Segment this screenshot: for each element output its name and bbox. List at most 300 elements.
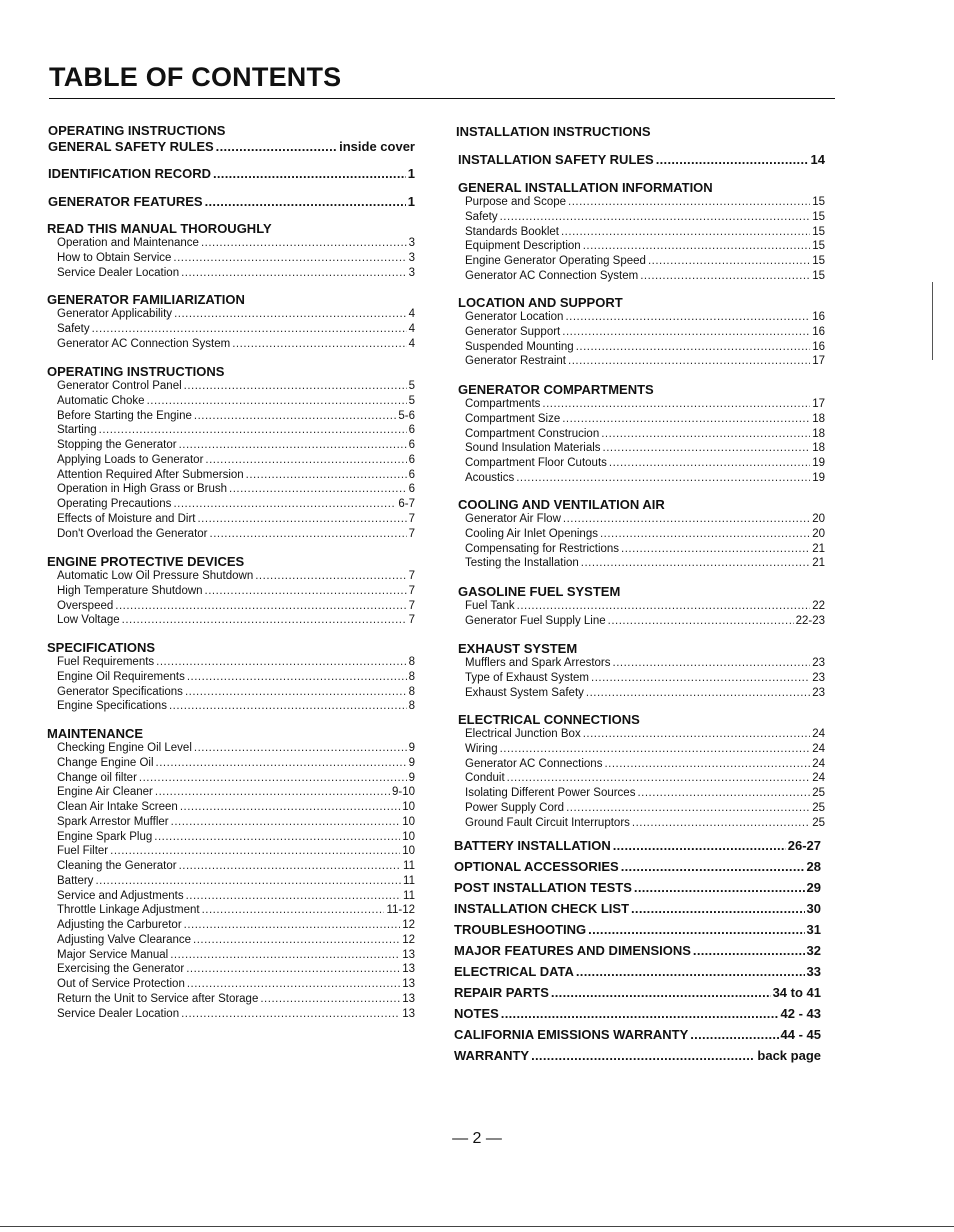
toc-entry[interactable] [45, 266, 415, 281]
toc-entry[interactable] [45, 1007, 415, 1022]
toc-entry-label: Spark Arrestor Muffler [57, 815, 169, 828]
toc-entry-label: Stopping the Generator [57, 439, 177, 451]
section-heading: MAINTENANCE [47, 726, 144, 741]
toc-entry[interactable] [453, 354, 825, 369]
toc-entry-page: 11 [403, 889, 415, 902]
toc-entry-battery-installation[interactable] [454, 838, 821, 853]
toc-entry[interactable] [45, 251, 415, 266]
dot-leader [194, 741, 407, 756]
section-entries [45, 236, 415, 280]
toc-entry-label: Generator AC Connections [465, 757, 603, 770]
toc-entry[interactable] [453, 195, 825, 210]
section-entries [453, 310, 825, 369]
toc-entry-page: 6 [408, 439, 415, 451]
toc-entry-page: 42 - 43 [780, 1006, 821, 1021]
toc-entry-label: Automatic Choke [57, 394, 145, 407]
dot-leader [562, 325, 810, 340]
toc-entry-page: 4 [408, 322, 415, 335]
toc-entry[interactable] [453, 471, 825, 486]
toc-entry-page: 29 [806, 880, 821, 895]
dot-leader [500, 742, 811, 757]
toc-entry[interactable] [453, 686, 825, 701]
section-entries [453, 195, 825, 284]
toc-entry-label: POST INSTALLATION TESTS [454, 880, 632, 895]
dot-leader [156, 756, 407, 771]
dot-leader [500, 210, 811, 225]
toc-entry[interactable] [45, 741, 415, 756]
toc-entry[interactable] [453, 742, 825, 757]
toc-entry-page: 15 [812, 225, 825, 238]
toc-entry-page: 17 [812, 355, 825, 368]
toc-entry[interactable] [453, 310, 825, 325]
toc-section-maintenance [45, 726, 415, 1021]
toc-entry[interactable] [45, 962, 415, 977]
dot-leader [115, 599, 406, 614]
toc-entry[interactable] [45, 785, 415, 800]
toc-entry[interactable] [453, 210, 825, 225]
toc-entry-page: 13 [402, 992, 415, 1005]
dot-leader [517, 599, 811, 614]
toc-entry[interactable] [453, 441, 825, 456]
dot-leader [656, 152, 809, 167]
toc-entry[interactable] [45, 512, 415, 527]
toc-entry-label: IDENTIFICATION RECORD [48, 166, 211, 181]
toc-entry[interactable] [453, 397, 825, 412]
toc-entry-page: 25 [812, 816, 825, 829]
toc-entry-label: Fuel Requirements [57, 656, 155, 668]
dot-leader [187, 977, 400, 992]
toc-entry-page: 8 [408, 670, 415, 683]
section-heading: OPERATING INSTRUCTIONS [47, 364, 225, 379]
dot-leader [186, 889, 401, 904]
toc-entry[interactable] [45, 655, 415, 670]
toc-entry-label: Generator Applicability [57, 308, 173, 320]
toc-entry-page: 7 [408, 614, 415, 627]
toc-entry-label: Engine Air Cleaner [57, 786, 153, 799]
toc-entry[interactable] [453, 527, 825, 542]
toc-entry[interactable] [45, 699, 415, 714]
dot-leader [501, 1006, 779, 1021]
dot-leader [179, 859, 401, 874]
toc-entry-page: 21 [812, 542, 825, 555]
toc-entry-label: INSTALLATION SAFETY RULES [458, 152, 654, 167]
section-entries [45, 569, 415, 628]
toc-entry[interactable] [453, 801, 825, 816]
toc-entry[interactable] [45, 527, 415, 542]
toc-entry-page: 15 [812, 269, 825, 282]
toc-entry-label: NOTES [454, 1006, 499, 1021]
dot-leader [531, 1048, 755, 1063]
toc-entry-label: Exhaust System Safety [465, 686, 584, 699]
dot-leader [586, 686, 810, 701]
toc-entry[interactable] [453, 727, 825, 742]
toc-entry-page: 15 [812, 240, 825, 253]
toc-entry-page: 6 [408, 468, 415, 481]
toc-entry[interactable] [45, 307, 415, 322]
toc-section-generator-compartments [453, 382, 825, 486]
toc-entry-page: 10 [402, 815, 415, 828]
dot-leader [565, 310, 810, 325]
title-rule [49, 98, 835, 99]
dot-leader [640, 269, 810, 284]
dot-leader [187, 670, 407, 685]
dot-leader [648, 254, 810, 269]
toc-entry-label: Engine Oil Requirements [57, 670, 185, 683]
toc-entry-label: Electrical Junction Box [465, 728, 581, 740]
toc-entry-label: Purpose and Scope [465, 196, 567, 208]
toc-entry[interactable] [453, 771, 825, 786]
toc-entry[interactable] [45, 394, 415, 409]
toc-entry[interactable] [45, 830, 415, 845]
dot-leader [608, 614, 794, 629]
dot-leader [246, 468, 407, 483]
section-entries [453, 599, 825, 629]
dot-leader [568, 195, 810, 210]
toc-entry-page: 4 [408, 337, 415, 350]
toc-entry-page: 20 [812, 527, 825, 540]
toc-entry-repair-parts[interactable] [454, 985, 821, 1000]
toc-section-location-and-support [453, 295, 825, 369]
toc-entry-page: 3 [408, 237, 415, 249]
dot-leader [197, 512, 406, 527]
toc-entry[interactable] [45, 236, 415, 251]
toc-entry[interactable] [45, 569, 415, 584]
dot-leader [583, 239, 811, 254]
dot-leader [604, 757, 810, 772]
dot-leader [603, 441, 811, 456]
toc-entry-electrical-data[interactable] [454, 964, 821, 979]
toc-entry-label: Automatic Low Oil Pressure Shutdown [57, 570, 254, 582]
toc-entry[interactable] [45, 815, 415, 830]
toc-entry-label: Cooling Air Inlet Openings [465, 527, 598, 540]
toc-entry-optional-accessories[interactable] [454, 859, 821, 874]
dot-leader [563, 512, 810, 527]
toc-entry-page: 3 [408, 266, 415, 279]
toc-entry[interactable] [45, 613, 415, 628]
toc-entry-troubleshooting[interactable] [454, 922, 821, 937]
toc-entry-page: 23 [812, 671, 825, 684]
toc-entry[interactable] [45, 453, 415, 468]
dot-leader [154, 830, 400, 845]
toc-entry[interactable] [453, 325, 825, 340]
dot-leader [171, 815, 401, 830]
toc-entry-label: Safety [57, 322, 90, 335]
toc-entry[interactable] [453, 816, 825, 831]
toc-entry-page: 9 [408, 771, 415, 784]
dot-leader [600, 527, 810, 542]
dot-leader [110, 844, 400, 859]
toc-entry[interactable] [45, 977, 415, 992]
toc-entry-label: Adjusting the Carburetor [57, 919, 182, 931]
toc-entry[interactable] [45, 468, 415, 483]
toc-entry[interactable] [453, 599, 825, 614]
toc-entry[interactable] [453, 512, 825, 527]
toc-entry-page: 15 [812, 210, 825, 223]
toc-entry-label: Suspended Mounting [465, 340, 574, 353]
dot-leader [92, 322, 407, 337]
toc-entry-page: 23 [812, 686, 825, 699]
toc-entry-label: Operation and Maintenance [57, 237, 199, 249]
toc-entry-label: Compartment Floor Cutouts [465, 457, 607, 469]
toc-entry[interactable] [453, 254, 825, 269]
section-heading: LOCATION AND SUPPORT [458, 295, 623, 310]
toc-entry-installation-safety[interactable] [458, 152, 825, 167]
toc-entry-page: 31 [806, 922, 821, 937]
toc-entry-label: Operation in High Grass or Brush [57, 483, 228, 496]
toc-entry-label: Exercising the Generator [57, 963, 185, 976]
toc-entry[interactable] [45, 584, 415, 599]
toc-entry-page: 34 to 41 [772, 985, 821, 1000]
toc-entry-page: 22 [812, 600, 825, 612]
toc-entry-label: BATTERY INSTALLATION [454, 838, 611, 853]
toc-entry-page: 13 [402, 1007, 415, 1020]
dot-leader [95, 874, 401, 889]
dot-leader [179, 438, 407, 453]
toc-entry-page: 8 [408, 700, 415, 713]
toc-entry-page: 7 [408, 527, 415, 540]
toc-entry-label: Generator Specifications [57, 685, 183, 698]
toc-entry-label: Overspeed [57, 599, 114, 612]
installation-instructions-header-block [453, 124, 825, 139]
toc-entry-label: Service Dealer Location [57, 1007, 180, 1020]
toc-section-electrical-connections [453, 712, 825, 830]
dot-leader [576, 964, 805, 979]
toc-entry[interactable] [45, 771, 415, 786]
toc-entry[interactable] [453, 656, 825, 671]
toc-section-gasoline-fuel-system [453, 584, 825, 629]
toc-entry-page: 22-23 [795, 614, 825, 627]
toc-entry-label: Generator Control Panel [57, 380, 182, 392]
toc-entry-page: 23 [812, 657, 825, 669]
dot-leader [591, 671, 810, 686]
toc-entry[interactable] [45, 992, 415, 1007]
dot-leader [169, 699, 407, 714]
toc-section-exhaust-system [453, 641, 825, 700]
toc-entry[interactable] [45, 423, 415, 438]
toc-entry[interactable] [45, 599, 415, 614]
toc-entry-label: Fuel Tank [465, 600, 515, 612]
dot-leader [205, 194, 406, 209]
toc-entry-label: High Temperature Shutdown [57, 584, 203, 597]
dot-leader [173, 497, 396, 512]
section-entries [453, 656, 825, 700]
toc-entry-page: 10 [402, 845, 415, 858]
toc-entry[interactable] [45, 337, 415, 352]
toc-entry-page: 9 [408, 756, 415, 769]
dot-leader [637, 786, 810, 801]
section-heading: SPECIFICATIONS [47, 640, 156, 655]
toc-entry-label: INSTALLATION CHECK LIST [454, 901, 630, 916]
dot-leader [173, 251, 406, 266]
toc-entry[interactable] [45, 497, 415, 512]
toc-entry-label: Compartments [465, 398, 541, 410]
toc-entry[interactable] [45, 670, 415, 685]
toc-entry[interactable] [45, 756, 415, 771]
toc-entry-page: 15 [812, 255, 825, 267]
toc-entry-label: Cleaning the Generator [57, 860, 177, 872]
toc-entry-page: 11 [403, 860, 415, 872]
toc-entry-label: Sound Insulation Materials [465, 442, 601, 455]
dot-leader [631, 901, 805, 916]
section-entries [453, 512, 825, 571]
toc-entry-label: Service Dealer Location [57, 266, 180, 279]
dot-leader [255, 569, 406, 584]
dot-leader [229, 482, 407, 497]
toc-entry-page: 44 - 45 [780, 1027, 821, 1042]
toc-entry-california-emissions-warranty[interactable] [454, 1027, 821, 1042]
toc-entry-generator-features[interactable] [48, 194, 415, 209]
section-entries [45, 379, 415, 541]
toc-entry-label: Generator Location [465, 311, 564, 323]
dot-leader [184, 379, 407, 394]
toc-entry-page: 20 [812, 513, 825, 525]
toc-section-operating-instructions [45, 364, 415, 541]
section-heading: ENGINE PROTECTIVE DEVICES [47, 554, 245, 569]
toc-entry-page: 8 [408, 656, 415, 668]
section-heading: GENERATOR COMPARTMENTS [458, 382, 654, 397]
dot-leader [156, 655, 406, 670]
toc-entry-label: Applying Loads to Generator [57, 453, 204, 466]
toc-entry-label: Testing the Installation [465, 557, 579, 570]
toc-entry-page: 9 [408, 742, 415, 754]
page-number: — 2 — [452, 1130, 502, 1147]
dot-leader [210, 527, 407, 542]
toc-section-cooling-and-ventilation-air [453, 497, 825, 571]
toc-entry[interactable] [453, 542, 825, 557]
toc-entry[interactable] [45, 800, 415, 815]
toc-entry-page: 21 [812, 557, 825, 570]
toc-entry[interactable] [453, 456, 825, 471]
operating-instructions-header: OPERATING INSTRUCTIONS [48, 123, 226, 138]
dot-leader [632, 816, 810, 831]
toc-entry-label: GENERATOR FEATURES [48, 194, 203, 209]
toc-entry[interactable] [45, 948, 415, 963]
toc-entry-page: 1 [407, 194, 415, 209]
toc-entry[interactable] [45, 322, 415, 337]
toc-entry[interactable] [453, 225, 825, 240]
toc-entry[interactable] [45, 409, 415, 424]
toc-entry[interactable] [45, 933, 415, 948]
toc-entry[interactable] [453, 556, 825, 571]
toc-entry-page: back page [757, 1048, 821, 1063]
dot-leader [568, 354, 810, 369]
toc-entry-label: Acoustics [465, 471, 515, 484]
toc-entry-label: Power Supply Cord [465, 801, 565, 814]
toc-entry-page: 6 [408, 453, 415, 466]
toc-entry-identification-record[interactable] [48, 166, 415, 181]
toc-entry-page: 3 [408, 251, 415, 264]
dot-leader [609, 456, 810, 471]
toc-entry[interactable] [45, 844, 415, 859]
toc-entry-page: 10 [402, 830, 415, 843]
toc-entry-page: 14 [810, 152, 825, 167]
section-heading: ELECTRICAL CONNECTIONS [458, 712, 640, 727]
dot-leader [613, 838, 786, 853]
toc-entry-page: 11 [403, 874, 415, 887]
toc-entry-page: 18 [812, 442, 825, 455]
dot-leader [180, 800, 400, 815]
dot-leader [562, 412, 810, 427]
toc-entry[interactable] [453, 614, 825, 629]
dot-leader [181, 1007, 400, 1022]
dot-leader [202, 903, 385, 918]
toc-entry[interactable] [453, 412, 825, 427]
toc-entry-page: 12 [402, 919, 415, 931]
toc-entry[interactable] [453, 340, 825, 355]
bottom-rule [0, 1226, 954, 1227]
dot-leader [184, 918, 401, 933]
toc-entry-page: 24 [812, 728, 825, 740]
toc-entry-label: ELECTRICAL DATA [454, 964, 574, 979]
dot-leader [194, 409, 396, 424]
toc-entry-label: Standards Booklet [465, 225, 559, 238]
toc-entry-label: Checking Engine Oil Level [57, 742, 192, 754]
section-heading: READ THIS MANUAL THOROUGHLY [47, 221, 272, 236]
operating-instructions-header-block [45, 123, 415, 138]
dot-leader [155, 785, 390, 800]
dot-leader [170, 948, 400, 963]
toc-entry-label: Ground Fault Circuit Interruptors [465, 816, 630, 829]
toc-entry-installation-check-list[interactable] [454, 901, 821, 916]
toc-section-general-installation-information [453, 180, 825, 284]
toc-entry-label: Safety [465, 210, 498, 223]
dot-leader [185, 685, 407, 700]
toc-entry[interactable] [45, 482, 415, 497]
toc-entry[interactable] [45, 438, 415, 453]
section-entries [453, 727, 825, 830]
toc-entry-label: Clean Air Intake Screen [57, 801, 178, 813]
toc-entry-label: GENERAL SAFETY RULES [48, 139, 214, 154]
toc-entry[interactable] [45, 918, 415, 933]
toc-entry[interactable] [45, 903, 415, 918]
toc-entry[interactable] [45, 889, 415, 904]
toc-entry[interactable] [453, 269, 825, 284]
toc-entry-notes[interactable] [454, 1006, 821, 1021]
dot-leader [232, 337, 406, 352]
toc-entry-page: 19 [812, 457, 825, 469]
toc-entry-page: 32 [806, 943, 821, 958]
margin-mark [932, 282, 933, 360]
toc-entry[interactable] [453, 239, 825, 254]
toc-entry-page: 33 [806, 964, 821, 979]
toc-entry[interactable] [453, 427, 825, 442]
toc-entry[interactable] [453, 757, 825, 772]
toc-entry-page: 30 [806, 901, 821, 916]
toc-entry[interactable] [453, 786, 825, 801]
toc-entry[interactable] [45, 685, 415, 700]
toc-entry-page: 25 [812, 787, 825, 799]
toc-entry-post-installation-tests[interactable] [454, 880, 821, 895]
toc-entry[interactable] [45, 379, 415, 394]
toc-entry-label: Attention Required After Submersion [57, 468, 244, 481]
toc-entry-page: 19 [812, 471, 825, 484]
section-heading: GENERATOR FAMILIARIZATION [47, 292, 245, 307]
dot-leader [621, 859, 805, 874]
toc-entry[interactable] [45, 874, 415, 889]
toc-entry[interactable] [453, 671, 825, 686]
toc-entry-page: 8 [408, 685, 415, 698]
toc-entry-label: Wiring [465, 742, 498, 755]
toc-entry[interactable] [45, 859, 415, 874]
toc-entry-general-safety[interactable] [48, 139, 415, 154]
toc-entry-label: Operating Precautions [57, 498, 172, 510]
toc-entry-label: Adjusting Valve Clearance [57, 933, 192, 946]
toc-entry-label: Mufflers and Spark Arrestors [465, 657, 611, 669]
toc-entry-major-features-and-dimensions[interactable] [454, 943, 821, 958]
toc-entry-page: 7 [408, 570, 415, 582]
dot-leader [205, 584, 407, 599]
toc-entry-warranty[interactable] [454, 1048, 821, 1063]
